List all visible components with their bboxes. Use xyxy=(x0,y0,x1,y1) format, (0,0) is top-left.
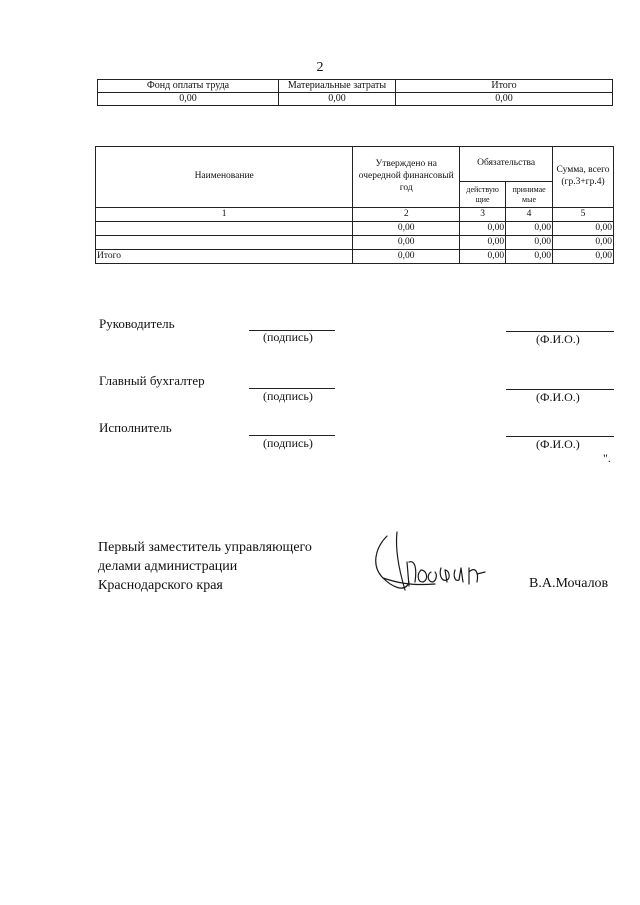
header-obligations: Обязательства xyxy=(460,147,553,182)
column-number-5: 5 xyxy=(553,208,614,222)
summary-header-material-costs: Материальные затраты xyxy=(279,80,396,93)
table-row xyxy=(96,222,614,236)
signatory-name: В.А.Мочалов xyxy=(529,576,609,591)
handwritten-signature xyxy=(365,522,515,602)
executor-label: Исполнитель xyxy=(99,420,172,435)
column-number-3: 3 xyxy=(460,208,506,222)
summary-value-total: 0,00 xyxy=(396,93,613,106)
summary-value-row xyxy=(98,93,613,106)
row-label: Итого xyxy=(96,250,353,264)
position-line: делами администрации xyxy=(98,559,238,574)
head-name-caption: (Ф.И.О.) xyxy=(536,332,580,346)
row-label xyxy=(96,236,353,250)
row-accepted: 0,00 xyxy=(506,222,553,236)
table-row xyxy=(96,236,614,250)
row-sum: 0,00 xyxy=(553,250,614,264)
row-accepted: 0,00 xyxy=(506,250,553,264)
summary-header-total: Итого xyxy=(396,80,613,93)
total-row xyxy=(96,250,614,264)
header-existing: действую щие xyxy=(460,182,506,208)
summary-header-row xyxy=(98,80,613,93)
header-sum: Сумма, всего (гр.3+гр.4) xyxy=(553,147,614,208)
row-existing: 0,00 xyxy=(460,236,506,250)
chief-accountant-name-caption: (Ф.И.О.) xyxy=(536,390,580,404)
column-number-row xyxy=(96,208,614,222)
row-approved: 0,00 xyxy=(353,222,460,236)
row-sum: 0,00 xyxy=(553,236,614,250)
position-line: Первый заместитель управляющего xyxy=(98,540,312,555)
row-accepted: 0,00 xyxy=(506,236,553,250)
header-approved: Утверждено на очередной финансовый год xyxy=(353,147,460,208)
row-label xyxy=(96,222,353,236)
head-signature-caption: (подпись) xyxy=(263,330,313,344)
column-number-4: 4 xyxy=(506,208,553,222)
executor-signature-caption: (подпись) xyxy=(263,436,313,450)
closing-quote: ". xyxy=(603,451,611,465)
signatory-position xyxy=(98,538,312,595)
column-number-2: 2 xyxy=(353,208,460,222)
page-number: 2 xyxy=(316,60,324,75)
row-approved: 0,00 xyxy=(353,236,460,250)
summary-header-wage-fund: Фонд оплаты труда xyxy=(98,80,279,93)
row-sum: 0,00 xyxy=(553,222,614,236)
row-existing: 0,00 xyxy=(460,250,506,264)
position-line: Краснодарского края xyxy=(98,578,223,593)
summary-value-wage-fund: 0,00 xyxy=(98,93,279,106)
obligations-header-row xyxy=(96,147,614,182)
obligations-table xyxy=(95,146,614,264)
header-name: Наименование xyxy=(96,147,353,208)
header-accepted: принимае мые xyxy=(506,182,553,208)
chief-accountant-signature-caption: (подпись) xyxy=(263,389,313,403)
chief-accountant-label: Главный бухгалтер xyxy=(99,373,205,388)
summary-table xyxy=(97,79,613,106)
column-number-1: 1 xyxy=(96,208,353,222)
head-label: Руководитель xyxy=(99,316,175,331)
executor-name-caption: (Ф.И.О.) xyxy=(536,437,580,451)
row-existing: 0,00 xyxy=(460,222,506,236)
row-approved: 0,00 xyxy=(353,250,460,264)
summary-value-material-costs: 0,00 xyxy=(279,93,396,106)
